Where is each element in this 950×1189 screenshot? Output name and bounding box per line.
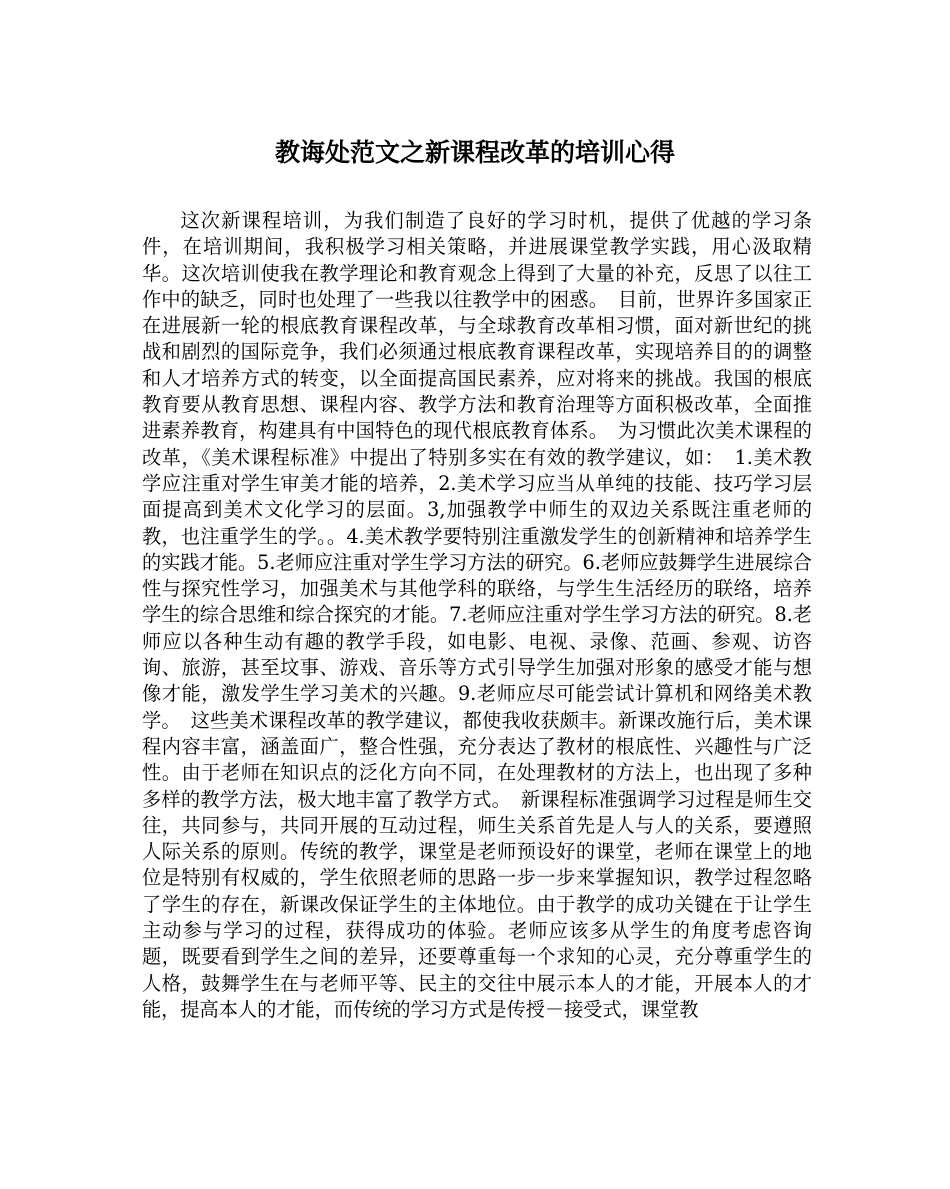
document-title: 教诲处范文之新课程改革的培训心得 bbox=[274, 138, 675, 167]
document-body-paragraph: 这次新课程培训，为我们制造了良好的学习时机，提供了优越的学习条件，在培训期间，我积极学习相关策略，并进展课堂教学实践，用心汲取精华。这次培训使我在教学理论和教育观念上得到了大量的补充，反思了以往工作中的缺乏，同时也处理了一些我以往教学中的困惑。 目前，世界许多国家正在进展新一轮的根底教育课程改革，与全球教育改革相习惯，面对新世纪的挑战和剧烈的国际竞争，我们必须通过根底教育课程改革，实现培养目的的调整和人才培养方式的转变，以全面提高国民素养，应对将来的挑战。我国的根底教育要从教育思想、课程内容、教学方法和教育治理等方面积极改革，全面推进素养教育，构建具有中国特色的现代根底教育体系。 为习惯此次美术课程的改革，《美术课程标准》中提出了特别多实在有效的教学建议，如： 1.美术教学应注重对学生审美才能的培养，2.美术学习应当从单纯的技能、技巧学习层面提高到美术文化学习的层面。3,加强教学中师生的双边关系既注重老师的教，也注重学生的学。。4.美术教学要特别注重激发学生的创新精神和培养学生的实践才能。5.老师应注重对学生学习方法的研究。6.老师应鼓舞学生进展综合性与探究性学习，加强美术与其他学科的联络，与学生生活经历的联络，培养学生的综合思维和综合探究的才能。7.老师应注重对学生学习方法的研究。8.老师应以各种生动有趣的教学手段，如电影、电视、录像、范画、参观、访咨询、旅游，甚至坟事、游戏、音乐等方式引导学生加强对形象的感受才能与想像才能，激发学生学习美术的兴趣。9.老师应尽可能尝试计算机和网络美术教学。 这些美术课程改革的教学建议，都使我收获颇丰。新课改施行后，美术课程内容丰富，涵盖面广，整合性强，充分表达了教材的根底性、兴趣性与广泛性。由于老师在知识点的泛化方向不同，在处理教材的方法上，也出现了多种多样的教学方法，极大地丰富了教学方式。 新课程标准强调学习过程是师生交往，共同参与，共同开展的互动过程，师生关系首先是人与人的关系，要遵照人际关系的原则。传统的教学，课堂是老师预设好的课堂，老师在课堂上的地位是特别有权威的，学生依照老师的思路一步一步来掌握知识，教学过程忽略了学生的存在，新课改保证学生的主体地位。由于教学的成功关键在于让学生主动参与学习的过程，获得成功的体验。老师应该多从学生的角度考虑咨询题，既要看到学生之间的差异，还要尊重每一个求知的心灵，充分尊重学生的人格，鼓舞学生在与老师平等、民主的交往中展示本人的才能，开展本人的才能，提高本人的才能，而传统的学习方式是传授－接受式，课堂教 bbox=[142, 209, 812, 1021]
